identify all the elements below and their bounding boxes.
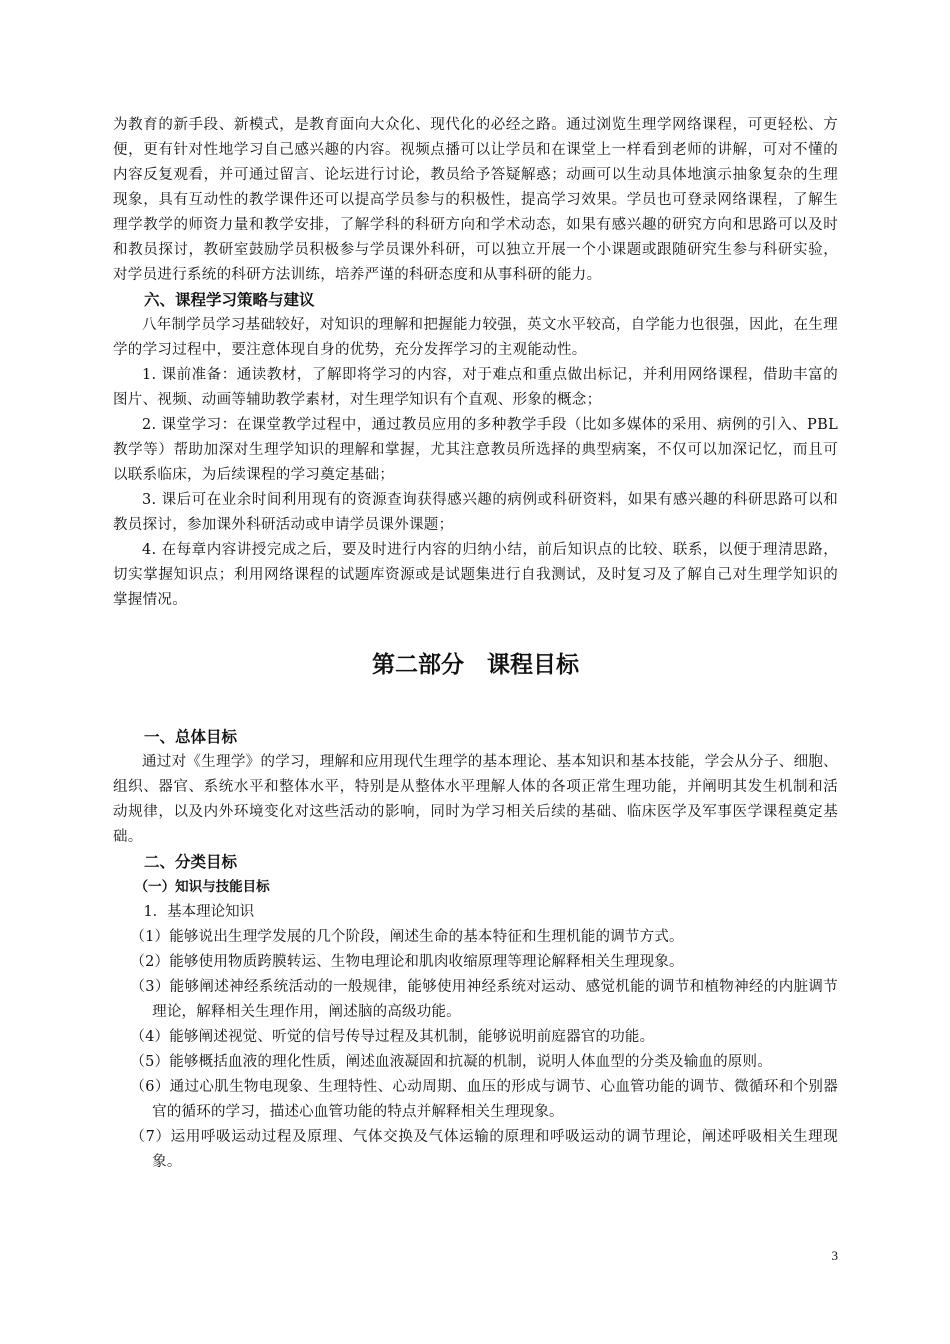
strategy-item-2: 2. 课堂学习：在课堂教学过程中，通过教员应用的多种教学手段（比如多媒体的采用、病例的引入、PBL 教学等）帮助加深对生理学知识的理解和掌握，尤其注意教员所选择的典型病案，不仅可以加深记忆，而且可以联系临床，为后续课程的学习奠定基础； (113, 417, 838, 483)
section-6-heading: 六、课程学习策略与建议 (144, 291, 315, 309)
goal-item-7: （7）运用呼吸运动过程及原理、气体交换及气体运输的原理和呼吸运动的调节理论，阐述呼吸相关生理现象。 (130, 1129, 838, 1170)
overall-goal-paragraph: 通过对《生理学》的学习，理解和应用现代生理学的基本理论、基本知识和基本技能，学会从分子、细胞、组织、器官、系统水平和整体水平，特别是从整体水平理解人体的各项正常生理功能，并阐明其发生机制和活动规律，以及内外环境变化对这些活动的影响，同时为学习相关后续的基础、临床医学及军事医学课程奠定基础。 (113, 754, 838, 845)
goal-item-2: （2）能够使用物质跨膜转运、生物电理论和肌肉收缩原理等理论解释相关生理现象。 (130, 954, 684, 970)
goal-item-6: （6）通过心肌生物电现象、生理特性、心动周期、血压的形成与调节、心血管功能的调节、微循环和个别器官的循环的学习，描述心血管功能的特点并解释相关生理现象。 (130, 1079, 838, 1120)
goal-item-4: （4）能够阐述视觉、听觉的信号传导过程及其机制，能够说明前庭器官的功能。 (130, 1029, 655, 1045)
page-number: 3 (831, 1248, 838, 1263)
knowledge-skill-subheading: （一）知识与技能目标 (134, 879, 270, 895)
intro-paragraph: 为教育的新手段、新模式，是教育面向大众化、现代化的必经之路。通过浏览生理学网络课程，可更轻松、方便，更有针对性地学习自己感兴趣的内容。视频点播可以让学员和在课堂上一样看到老师的讲解，可对不懂的内容反复观看，并可通过留言、论坛进行讨论，教员给予答疑解惑；动画可以生动具体地演示抽象复杂的生理现象，具有互动性的教学课件还可以提高学员参与的积极性，提高学习效果。学员也可登录网络课程，了解生理学教学的师资力量和教学安排，了解学科的科研方向和学术动态，如果有感兴趣的研究方向和思路可以及时和教员探讨，教研室鼓励学员积极参与学员课外科研，可以独立开展一个小课题或跟随研究生参与科研实验，对学员进行系统的科研方法训练，培养严谨的科研态度和从事科研的能力。 (113, 117, 838, 283)
goal-item-5: （5）能够概括血液的理化性质，阐述血液凝固和抗凝的机制，说明人体血型的分类及输血的原则。 (130, 1054, 772, 1070)
goal-item-3: （3）能够阐述神经系统活动的一般规律，能够使用神经系统对运动、感觉机能的调节和植物神经的内脏调节理论，解释相关生理作用，阐述脑的高级功能。 (130, 979, 838, 1020)
basic-theory-label: 1．基本理论知识 (143, 904, 255, 920)
strategy-item-4: 4. 在每章内容讲授完成之后，要及时进行内容的归纳小结，前后知识点的比较、联系，以便于理清思路，切实掌握知识点；利用网络课程的试题库资源或是试题集进行自我测试，及时复习及了解自己对生理学知识的掌握情况。 (113, 542, 838, 608)
part-2-title: 第二部分 课程目标 (372, 652, 579, 678)
overall-goal-heading: 一、总体目标 (144, 728, 238, 746)
page-content (113, 113, 838, 1175)
section-6-intro: 八年制学员学习基础较好，对知识的理解和把握能力较强，英文水平较高，自学能力也很强，因此，在生理学的学习过程中，要注意体现自身的优势，充分发挥学习的主观能动性。 (113, 317, 838, 358)
strategy-item-1: 1. 课前准备：通读教材，了解即将学习的内容，对于难点和重点做出标记，并利用网络课程，借助丰富的图片、视频、动画等辅助教学素材，对生理学知识有个直观、形象的概念； (113, 367, 838, 408)
strategy-item-3: 3. 课后可在业余时间利用现有的资源查询获得感兴趣的病例或科研资料，如果有感兴趣的科研思路可以和教员探讨，参加课外科研活动或申请学员课外课题； (113, 492, 838, 533)
goal-item-1: （1）能够说出生理学发展的几个阶段，阐述生命的基本特征和生理机能的调节方式。 (130, 929, 684, 945)
category-goal-heading: 二、分类目标 (144, 853, 238, 871)
